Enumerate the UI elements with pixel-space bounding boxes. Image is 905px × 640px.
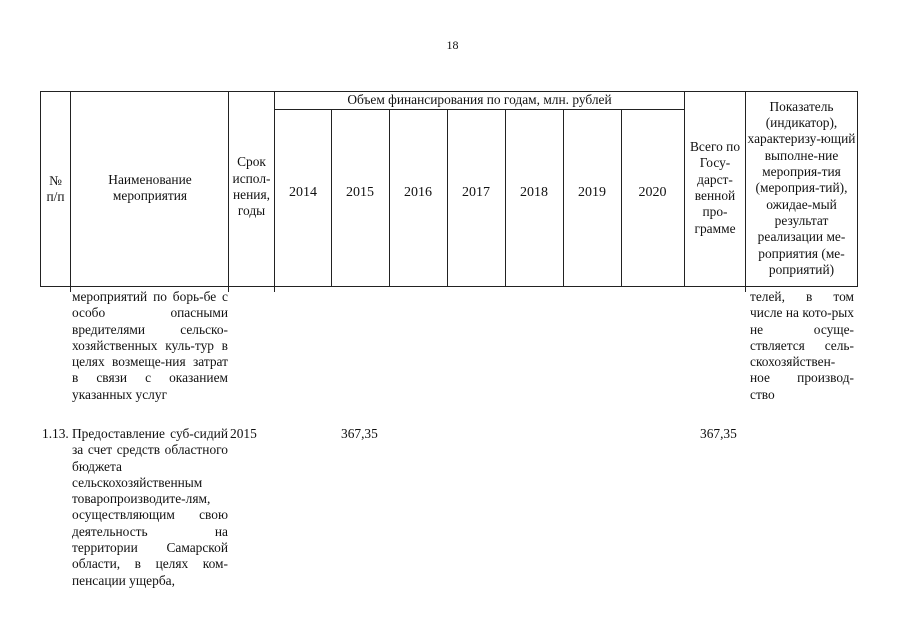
header-financing-title: Объем финансирования по годам, млн. рублей (347, 92, 612, 107)
header-year-2020: 2020 (638, 185, 667, 200)
header-year-2018: 2018 (520, 185, 548, 200)
header-year-2019: 2019 (578, 185, 606, 200)
financing-header-divider (274, 109, 684, 110)
header-num: № п/п (46, 172, 65, 204)
tick-term (274, 286, 275, 292)
row-2-term: 2015 (230, 426, 257, 441)
header-bottom-border (40, 286, 858, 287)
header-name: Наименование мероприятия (108, 171, 192, 203)
header-year-2015: 2015 (346, 185, 374, 200)
page-number: 18 (446, 38, 459, 52)
row-1-indicator: телей, в том числе на кото-рых не осуще-ствляется сель-скохозяйствен-ное производ-ство (750, 289, 854, 402)
header-total: Всего по Госу-дарст-венной про-грамме (689, 139, 741, 236)
tick-name (228, 286, 229, 292)
header-year-2014: 2014 (289, 185, 317, 200)
row-2-total: 367,35 (700, 426, 737, 441)
header-term: Срок испол-нения, годы (232, 154, 271, 219)
row-2-num: 1.13. (42, 426, 69, 441)
header-year-2017: 2017 (462, 185, 490, 200)
header-indicator: Показатель (индикатор), характеризу-ющий выполне-ние мероприя-тия (мероприя-тий), ожидае-мый результат реализации ме-роприятия (ме-роприятий) (747, 98, 856, 277)
tick-total (745, 286, 746, 292)
header-year-2016: 2016 (404, 185, 432, 200)
row-1-name: мероприятий по борь-бе с особо опасными вредителями сельско-хозяйственных куль-тур в целях возмеще-ния затрат в связи с оказанием указанных услуг (72, 289, 228, 402)
tick-num (70, 286, 71, 292)
row-2-value-2015: 367,35 (341, 426, 378, 441)
row-2-name: Предоставление суб-сидий за счет средств областного бюджета сельскохозяйственным товаропроизводите-лям, осуществляющим свою деятельность на территории Самарской области, в целях ком-пенсации ущерба, (72, 426, 228, 588)
